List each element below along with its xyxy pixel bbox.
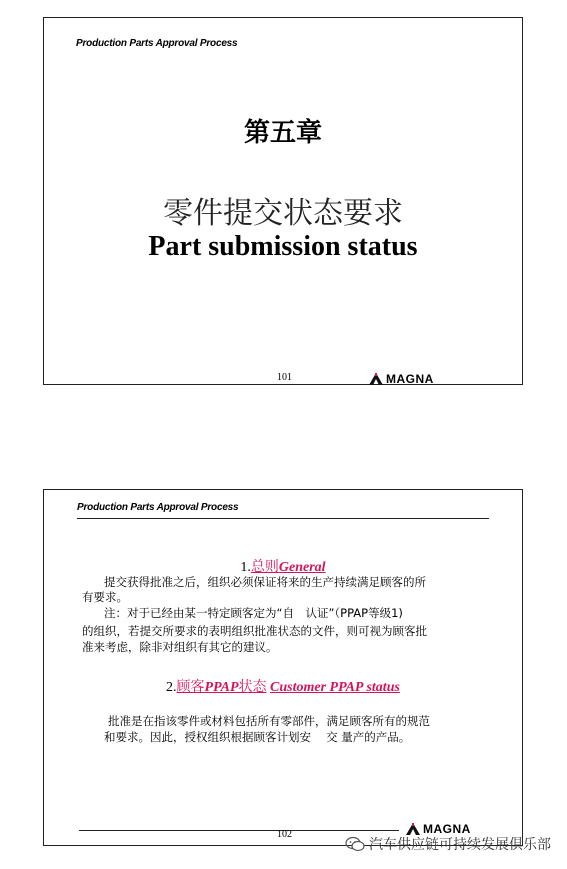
page-number: 102 xyxy=(277,829,292,840)
section-title-en: General xyxy=(278,560,326,575)
slide-header: Production Parts Approval Process xyxy=(76,38,238,49)
magna-logo xyxy=(369,372,434,386)
slide-1 xyxy=(43,17,523,385)
section-title-cn: 顾客 xyxy=(176,679,205,695)
section-number: 2. xyxy=(166,680,177,695)
paragraph-line: 有要求。 xyxy=(82,590,128,604)
slide-2 xyxy=(43,489,523,846)
section-2-heading xyxy=(44,676,522,696)
header-divider xyxy=(77,518,489,519)
chapter-title: 第五章 xyxy=(243,118,322,148)
section-number: 1. xyxy=(240,560,251,575)
note-line: 注：对于已经由某一特定顾客定为“自 认证”（PPAP等级1) xyxy=(104,606,403,620)
section-1-heading xyxy=(44,556,522,576)
paragraph-line: 提交获得批准之后，组织必须保证将来的生产持续满足顾客的所 xyxy=(104,575,426,589)
note-line: 准来考虑，除非对组织有其它的建议。 xyxy=(82,640,278,654)
watermark xyxy=(345,834,551,854)
wechat-icon xyxy=(345,836,365,852)
section-title-en: Customer PPAP status xyxy=(270,680,400,695)
magna-logo-icon xyxy=(369,373,383,385)
slide-title-en: Part submission status xyxy=(148,231,418,262)
section-title-cn: 总则 xyxy=(250,559,279,575)
note-line: 的组织，若提交所要求的表明组织批准状态的文件，则可视为顾客批 xyxy=(82,624,427,638)
section-title-en: PPAP xyxy=(204,680,239,695)
paragraph-line: 批准是在指该零件或材料包括所有零部件，满足顾客所有的规范 xyxy=(108,714,430,728)
paragraph-line: 和要求。因此，授权组织根据顾客计划安 交 量产的产品。 xyxy=(104,730,411,744)
logo-text: MAGNA xyxy=(423,822,471,836)
logo-text: MAGNA xyxy=(386,372,434,386)
page-number: 101 xyxy=(277,372,292,383)
slide-header: Production Parts Approval Process xyxy=(77,502,239,513)
footer-divider xyxy=(79,830,399,831)
slide-title-cn: 零件提交状态要求 xyxy=(163,196,403,231)
section-title-cn: 状态 xyxy=(238,679,267,695)
watermark-text: 汽车供应链可持续发展俱乐部 xyxy=(369,837,551,853)
